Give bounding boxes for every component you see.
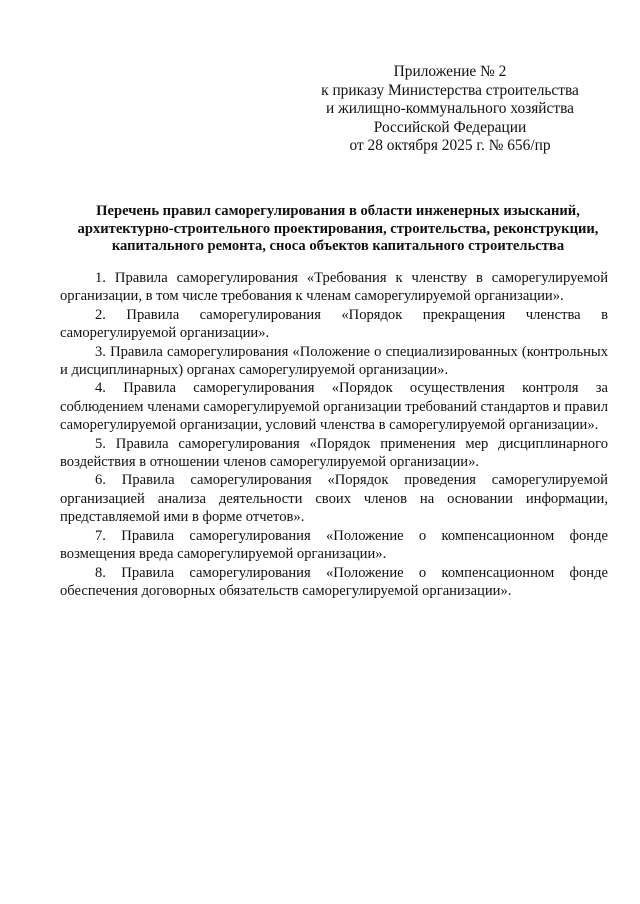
item-text: Правила саморегулирования «Положение о компенсационном фонде возмещения вреда саморегулируемой организации». [60,527,608,563]
appendix-header [300,63,600,156]
item-text: Правила саморегулирования «Требования к членству в саморегулируемой организации, в том числе требования к членам саморегулируемой организации». [60,270,609,305]
item-text: Правила саморегулирования «Порядок прекращения членства в саморегулируемой организации». [60,306,608,342]
item-number: 8. [95,564,106,581]
item-number: 2. [95,306,106,323]
item-text: Правила саморегулирования «Положение о компенсационном фонде обеспечения договорных обязательств саморегулируемой организации». [60,564,608,599]
title-line: капитального ремонта, сноса объектов капитального строительства [111,238,565,254]
appendix-line: к приказу Министерства строительства [321,81,579,99]
item-number: 5. [95,435,106,452]
list-item [60,471,608,526]
list-item [60,379,608,434]
item-number: 6. [95,472,106,489]
item-number: 1. [95,270,106,286]
item-text: Правила саморегулирования «Порядок осуществления контроля за соблюдением членами саморегулируемой организации требований стандартов и правил саморегулируемой организации, условий членства в саморегулируемой организации». [60,380,608,434]
document-title [58,203,618,256]
item-text: Правила саморегулирования «Порядок проведения саморегулируемой организацией анализа деятельности своих членов на основании информации, представляемой ими в форме отчетов». [60,472,608,526]
title-line: Перечень правил саморегулирования в области инженерных изысканий, [96,203,580,219]
list-item [60,564,608,601]
item-number: 7. [95,527,106,544]
rules-list [60,269,608,600]
list-item [60,435,608,472]
appendix-line: Российской Федерации [373,118,527,136]
list-item [60,269,608,306]
title-line: архитектурно-строительного проектирования, строительства, реконструкции, [77,220,599,237]
list-item [60,306,608,343]
appendix-line: от 28 октября 2025 г. № 656/пр [349,137,551,154]
item-text: Правила саморегулирования «Порядок применения мер дисциплинарного воздействия в отношении членов саморегулируемой организации». [60,435,608,471]
item-number: 3. [95,343,106,360]
appendix-line: Приложение № 2 [393,63,507,80]
item-text: Правила саморегулирования «Положение о специализированных (контрольных и дисциплинарных) органах саморегулируемой организации». [60,343,608,379]
list-item [60,343,608,380]
item-number: 4. [95,380,106,397]
appendix-line: и жилищно-коммунального хозяйства [325,100,574,117]
list-item [60,527,608,564]
